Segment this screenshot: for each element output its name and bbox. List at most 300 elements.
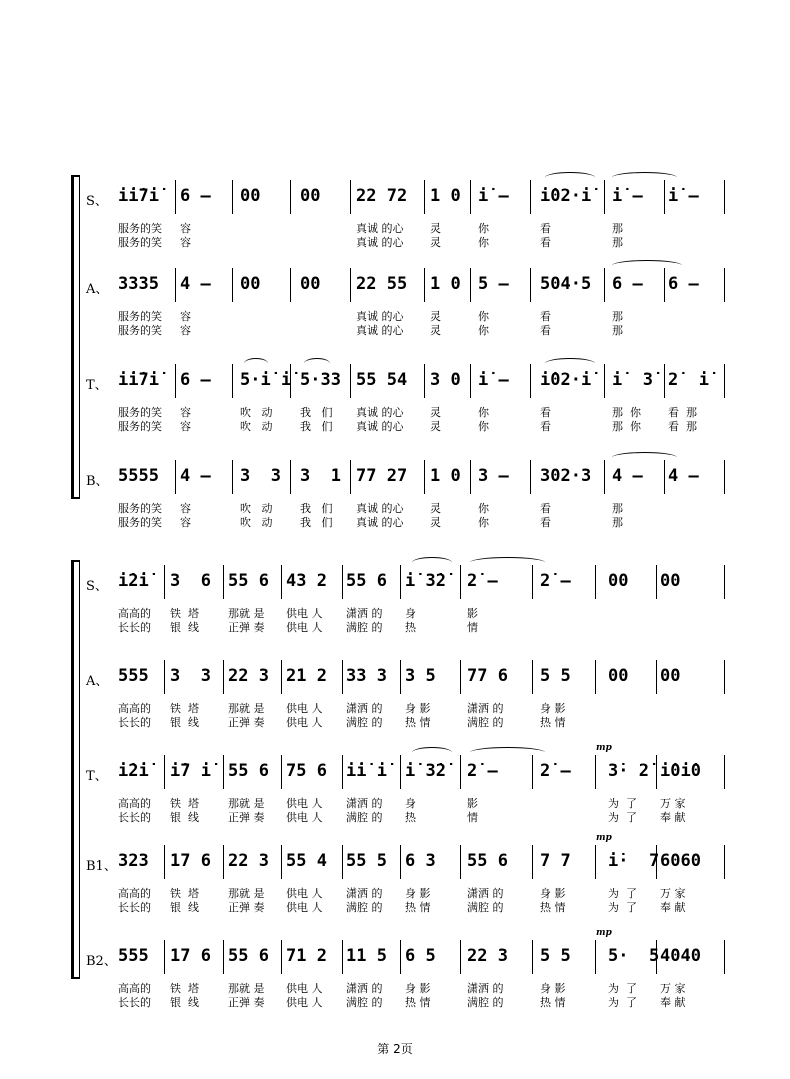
lyric-text: 容 <box>180 516 191 529</box>
lyric-text: 满腔 的 <box>346 621 383 634</box>
note-group: 55 6 <box>228 946 269 966</box>
barline <box>595 565 596 599</box>
note-group: 6 5 <box>405 946 436 966</box>
note-group: 3 1 <box>300 466 341 486</box>
note-group: 6 3 <box>405 851 436 871</box>
lyric-text: 那 你 <box>612 406 641 419</box>
lyric-text: 灵 <box>430 420 441 433</box>
barline <box>175 180 176 214</box>
note-group: i̇2̇i̇ <box>118 571 149 591</box>
barline <box>664 364 665 398</box>
barline <box>532 660 533 694</box>
note-group: 00 <box>608 666 629 686</box>
lyric-text: 满腔 的 <box>346 716 383 729</box>
barline <box>223 940 224 974</box>
lyric-text: 那 <box>612 310 623 323</box>
lyric-text: 容 <box>180 502 191 515</box>
voice-label: A、 <box>86 282 109 297</box>
note-group: 75 6 <box>286 761 327 781</box>
slur-mark <box>412 557 452 568</box>
lyric-text: 身 影 <box>540 702 566 715</box>
note-group: 22 72 <box>356 186 408 206</box>
lyric-text: 真诚 的心 <box>356 324 404 337</box>
slur-mark <box>612 452 677 463</box>
lyric-text: 看 那 <box>668 406 697 419</box>
barline <box>532 940 533 974</box>
note-group: 5555 <box>118 466 159 486</box>
note-group: 00 <box>300 186 321 206</box>
barline <box>281 845 282 879</box>
note-group: i̇i̇7i̇ <box>118 186 159 206</box>
lyric-text: 供电 人 <box>286 996 323 1009</box>
note-group: 3 3 <box>240 466 281 486</box>
lyric-text: 看 <box>540 516 551 529</box>
lyric-text: 万 家 <box>660 797 686 810</box>
lyric-text: 影 <box>467 607 478 620</box>
note-group: 2̇ — <box>540 571 571 591</box>
lyric-text: 供电 人 <box>286 607 323 620</box>
lyric-text: 你 <box>478 420 489 433</box>
barline <box>164 565 165 599</box>
lyric-text: 供电 人 <box>286 621 323 634</box>
lyric-text: 那 <box>612 236 623 249</box>
note-group: 43 2 <box>286 571 327 591</box>
barline <box>532 565 533 599</box>
note-group: 5 5 <box>540 946 571 966</box>
lyric-text: 容 <box>180 236 191 249</box>
lyric-text: 银 线 <box>170 621 199 634</box>
lyric-text: 那就 是 <box>228 887 265 900</box>
lyric-text: 身 <box>405 607 416 620</box>
lyric-text: 热 <box>405 811 416 824</box>
note-group: 6 — <box>180 370 211 390</box>
lyric-text: 灵 <box>430 516 441 529</box>
lyric-text: 身 影 <box>540 887 566 900</box>
lyric-text: 铁 塔 <box>170 797 199 810</box>
note-group: 3 — <box>478 466 509 486</box>
barline <box>164 755 165 789</box>
lyric-text: 潇洒 的 <box>346 982 383 995</box>
lyric-text: 我 们 <box>300 420 333 433</box>
barline <box>281 660 282 694</box>
lyric-text: 真诚 的心 <box>356 310 404 323</box>
lyric-text: 容 <box>180 310 191 323</box>
lyric-text: 高高的 <box>118 982 151 995</box>
barline <box>530 268 531 302</box>
lyric-text: 真诚 的心 <box>356 420 404 433</box>
barline <box>470 268 471 302</box>
slur-mark <box>412 747 452 758</box>
barline <box>232 460 233 494</box>
note-group: 4 — <box>668 466 699 486</box>
barline <box>424 364 425 398</box>
note-group: i̇7 i̇ <box>170 761 211 781</box>
lyric-text: 吹 动 <box>240 406 273 419</box>
barline <box>470 460 471 494</box>
barline <box>342 755 343 789</box>
lyric-text: 真诚 的心 <box>356 406 404 419</box>
note-group: 22 55 <box>356 274 408 294</box>
lyric-text: 高高的 <box>118 702 151 715</box>
barline <box>724 268 725 302</box>
lyric-text: 银 线 <box>170 811 199 824</box>
barline <box>530 180 531 214</box>
lyric-text: 那 <box>612 516 623 529</box>
voice-label: S、 <box>86 194 108 209</box>
lyric-text: 那 <box>612 502 623 515</box>
lyric-text: 服务的笑 <box>118 310 162 323</box>
lyric-text: 看 <box>540 502 551 515</box>
lyric-text: 我 们 <box>300 516 333 529</box>
lyric-text: 看 <box>540 222 551 235</box>
note-group: 77 27 <box>356 466 408 486</box>
lyric-text: 身 影 <box>540 982 566 995</box>
lyric-text: 满腔 的 <box>467 716 504 729</box>
lyric-text: 你 <box>478 310 489 323</box>
note-group: 1 0 <box>430 274 461 294</box>
barline <box>604 460 605 494</box>
lyric-text: 那就 是 <box>228 702 265 715</box>
barline <box>342 660 343 694</box>
note-group: 5 — <box>478 274 509 294</box>
note-group: i̇0i̇0 <box>660 761 701 781</box>
lyric-text: 看 <box>540 310 551 323</box>
score-system <box>0 170 790 529</box>
note-group: 77 6 <box>467 666 508 686</box>
lyric-text: 万 家 <box>660 982 686 995</box>
lyric-text: 容 <box>180 406 191 419</box>
note-group: 302·3 <box>540 466 592 486</box>
lyric-text: 热 情 <box>540 716 566 729</box>
lyric-text: 灵 <box>430 406 441 419</box>
note-group: 00 <box>660 571 681 591</box>
lyric-text: 你 <box>478 236 489 249</box>
lyric-text: 灵 <box>430 222 441 235</box>
barline <box>281 565 282 599</box>
lyric-text: 看 <box>540 236 551 249</box>
note-group: 55 6 <box>228 761 269 781</box>
lyric-text: 灵 <box>430 502 441 515</box>
note-group: 33 3 <box>346 666 387 686</box>
note-group: 2̇ i̇ <box>668 370 709 390</box>
barline <box>595 845 596 879</box>
note-group: i̇ — <box>612 186 643 206</box>
barline <box>342 565 343 599</box>
lyric-text: 身 影 <box>405 702 431 715</box>
note-group: 3 0 <box>430 370 461 390</box>
lyric-text: 身 影 <box>405 887 431 900</box>
note-group: 00 <box>608 571 629 591</box>
lyric-text: 为 了 <box>608 996 637 1009</box>
note-group: 6 — <box>180 186 211 206</box>
lyric-text: 高高的 <box>118 607 151 620</box>
barline <box>175 364 176 398</box>
barline <box>530 364 531 398</box>
note-group: 5 5 <box>540 666 571 686</box>
note-group: 71 2 <box>286 946 327 966</box>
note-group: 55 6 <box>346 571 387 591</box>
lyric-text: 你 <box>478 406 489 419</box>
lyric-text: 服务的笑 <box>118 420 162 433</box>
note-group: 3̇· 2̇ <box>608 761 649 781</box>
lyric-text: 铁 塔 <box>170 607 199 620</box>
lyric-text: 服务的笑 <box>118 502 162 515</box>
note-group: 22 3 <box>467 946 508 966</box>
lyric-text: 供电 人 <box>286 811 323 824</box>
dynamic-marking: mp <box>596 743 612 753</box>
barline <box>400 940 401 974</box>
lyric-text: 那 你 <box>612 420 641 433</box>
lyric-text: 满腔 的 <box>346 996 383 1009</box>
lyric-text: 正弹 奏 <box>228 811 265 824</box>
note-group: 00 <box>240 274 261 294</box>
note-group: 22 3 <box>228 666 269 686</box>
note-group: i̇ — <box>478 186 509 206</box>
lyric-text: 热 情 <box>540 996 566 1009</box>
lyric-text: 热 情 <box>405 996 431 1009</box>
lyric-text: 吹 动 <box>240 420 273 433</box>
barline <box>424 180 425 214</box>
note-group: 55 5 <box>346 851 387 871</box>
barline <box>342 845 343 879</box>
note-group: 00 <box>300 274 321 294</box>
barline <box>724 940 725 974</box>
lyric-text: 正弹 奏 <box>228 901 265 914</box>
note-group: i̇ — <box>478 370 509 390</box>
note-group: 5· 5 <box>608 946 660 966</box>
barline <box>164 845 165 879</box>
barline <box>724 180 725 214</box>
lyric-text: 灵 <box>430 310 441 323</box>
note-group: i̇ — <box>668 186 699 206</box>
lyric-text: 潇洒 的 <box>467 982 504 995</box>
lyric-text: 灵 <box>430 324 441 337</box>
lyric-text: 铁 塔 <box>170 982 199 995</box>
barline <box>350 268 351 302</box>
barline <box>164 660 165 694</box>
lyric-text: 看 <box>540 324 551 337</box>
barline <box>460 565 461 599</box>
dynamic-marking: mp <box>596 928 612 938</box>
note-group: 55 54 <box>356 370 408 390</box>
barline <box>724 845 725 879</box>
slur-mark <box>612 172 677 183</box>
lyric-text: 为 了 <box>608 982 637 995</box>
barline <box>175 268 176 302</box>
note-group: 6 — <box>668 274 699 294</box>
barline <box>400 755 401 789</box>
note-group: i̇ 3̇ <box>612 370 653 390</box>
lyric-text: 为 了 <box>608 901 637 914</box>
lyric-text: 热 情 <box>405 716 431 729</box>
note-group: 00 <box>240 186 261 206</box>
slur-mark <box>545 172 595 183</box>
lyric-text: 热 情 <box>540 901 566 914</box>
lyric-text: 那就 是 <box>228 607 265 620</box>
note-group: 2̇ — <box>467 571 498 591</box>
lyric-text: 满腔 的 <box>467 901 504 914</box>
note-group: i̇i̇7i̇ <box>118 370 159 390</box>
lyric-text: 看 <box>540 406 551 419</box>
lyric-text: 真诚 的心 <box>356 502 404 515</box>
barline <box>400 660 401 694</box>
note-group: 55 6 <box>467 851 508 871</box>
barline <box>175 460 176 494</box>
note-group: 4040 <box>660 946 701 966</box>
barline <box>400 845 401 879</box>
lyric-text: 供电 人 <box>286 716 323 729</box>
dynamic-marking: mp <box>596 833 612 843</box>
lyric-text: 服务的笑 <box>118 516 162 529</box>
lyric-text: 银 线 <box>170 901 199 914</box>
lyric-text: 正弹 奏 <box>228 996 265 1009</box>
barline <box>604 180 605 214</box>
barline <box>350 180 351 214</box>
lyric-text: 长长的 <box>118 811 151 824</box>
voice-label: T、 <box>86 769 108 784</box>
note-group: i̇02·i̇ <box>540 186 592 206</box>
barline <box>604 268 605 302</box>
barline <box>530 460 531 494</box>
barline <box>724 565 725 599</box>
barline <box>460 845 461 879</box>
lyric-text: 铁 塔 <box>170 887 199 900</box>
note-group: 6060 <box>660 851 701 871</box>
lyric-text: 正弹 奏 <box>228 621 265 634</box>
lyric-text: 容 <box>180 324 191 337</box>
barline <box>290 180 291 214</box>
lyric-text: 供电 人 <box>286 797 323 810</box>
lyric-text: 影 <box>467 797 478 810</box>
note-group: 5·33 <box>300 370 341 390</box>
barline <box>724 460 725 494</box>
note-group: 55 4 <box>286 851 327 871</box>
barline <box>604 364 605 398</box>
lyric-text: 潇洒 的 <box>346 702 383 715</box>
lyric-text: 潇洒 的 <box>346 607 383 620</box>
lyric-text: 长长的 <box>118 716 151 729</box>
barline <box>164 940 165 974</box>
note-group: i̇2̇i̇ <box>118 761 149 781</box>
barline <box>460 940 461 974</box>
barline <box>223 660 224 694</box>
note-group: i̇· 7 <box>608 851 660 871</box>
note-group: 2̇ — <box>467 761 498 781</box>
lyric-text: 潇洒 的 <box>467 887 504 900</box>
voice-label: B、 <box>86 474 109 489</box>
lyric-text: 银 线 <box>170 716 199 729</box>
note-group: i̇ 3̇2̇ <box>405 761 446 781</box>
voice-label: A、 <box>86 674 109 689</box>
note-group: 3 6 <box>170 571 211 591</box>
lyric-text: 你 <box>478 222 489 235</box>
lyric-text: 服务的笑 <box>118 222 162 235</box>
lyric-text: 我 们 <box>300 406 333 419</box>
lyric-text: 你 <box>478 516 489 529</box>
lyric-text: 我 们 <box>300 502 333 515</box>
lyric-text: 容 <box>180 420 191 433</box>
lyric-text: 服务的笑 <box>118 406 162 419</box>
lyric-text: 身 <box>405 797 416 810</box>
system-bracket-line <box>79 560 81 979</box>
barline <box>595 940 596 974</box>
note-group: 4 — <box>612 466 643 486</box>
lyric-text: 潇洒 的 <box>346 797 383 810</box>
system-bracket-line <box>79 175 81 499</box>
lyric-text: 长长的 <box>118 621 151 634</box>
note-group: 21 2 <box>286 666 327 686</box>
lyric-text: 供电 人 <box>286 901 323 914</box>
barline <box>656 660 657 694</box>
lyric-text: 热 情 <box>405 901 431 914</box>
barline <box>350 364 351 398</box>
lyric-text: 高高的 <box>118 887 151 900</box>
lyric-text: 身 影 <box>405 982 431 995</box>
barline <box>724 364 725 398</box>
lyric-text: 高高的 <box>118 797 151 810</box>
note-group: 1 0 <box>430 186 461 206</box>
note-group: 3 3 <box>170 666 211 686</box>
lyric-text: 为 了 <box>608 887 637 900</box>
barline <box>424 268 425 302</box>
lyric-text: 容 <box>180 222 191 235</box>
lyric-text: 满腔 的 <box>346 901 383 914</box>
lyric-text: 长长的 <box>118 996 151 1009</box>
slur-mark <box>244 358 268 369</box>
barline <box>664 180 665 214</box>
barline <box>342 940 343 974</box>
barline <box>350 460 351 494</box>
lyric-text: 真诚 的心 <box>356 236 404 249</box>
voice-label: B2、 <box>86 954 117 969</box>
barline <box>460 755 461 789</box>
note-group: 00 <box>660 666 681 686</box>
slur-mark <box>545 358 595 369</box>
lyric-text: 吹 动 <box>240 502 273 515</box>
barline <box>724 755 725 789</box>
lyric-text: 奉 献 <box>660 901 686 914</box>
barline <box>290 460 291 494</box>
lyric-text: 正弹 奏 <box>228 716 265 729</box>
note-group: 6 — <box>612 274 643 294</box>
lyric-text: 看 那 <box>668 420 697 433</box>
voice-label: B1、 <box>86 859 117 874</box>
barline <box>470 364 471 398</box>
note-group: 11 5 <box>346 946 387 966</box>
barline <box>223 845 224 879</box>
lyric-text: 供电 人 <box>286 887 323 900</box>
voice-label: S、 <box>86 579 108 594</box>
barline <box>232 268 233 302</box>
lyric-text: 灵 <box>430 236 441 249</box>
barline <box>664 460 665 494</box>
note-group: 17 6 <box>170 851 211 871</box>
barline <box>656 565 657 599</box>
note-group: 2̇ — <box>540 761 571 781</box>
note-group: 5·i̇ i̇ <box>240 370 292 390</box>
barline <box>724 660 725 694</box>
lyric-text: 潇洒 的 <box>346 887 383 900</box>
note-group: 17 6 <box>170 946 211 966</box>
lyric-text: 银 线 <box>170 996 199 1009</box>
lyric-text: 为 了 <box>608 797 637 810</box>
barline <box>223 565 224 599</box>
barline <box>656 755 657 789</box>
note-group: 3 5 <box>405 666 436 686</box>
barline <box>532 755 533 789</box>
note-group: 1 0 <box>430 466 461 486</box>
lyric-text: 为 了 <box>608 811 637 824</box>
